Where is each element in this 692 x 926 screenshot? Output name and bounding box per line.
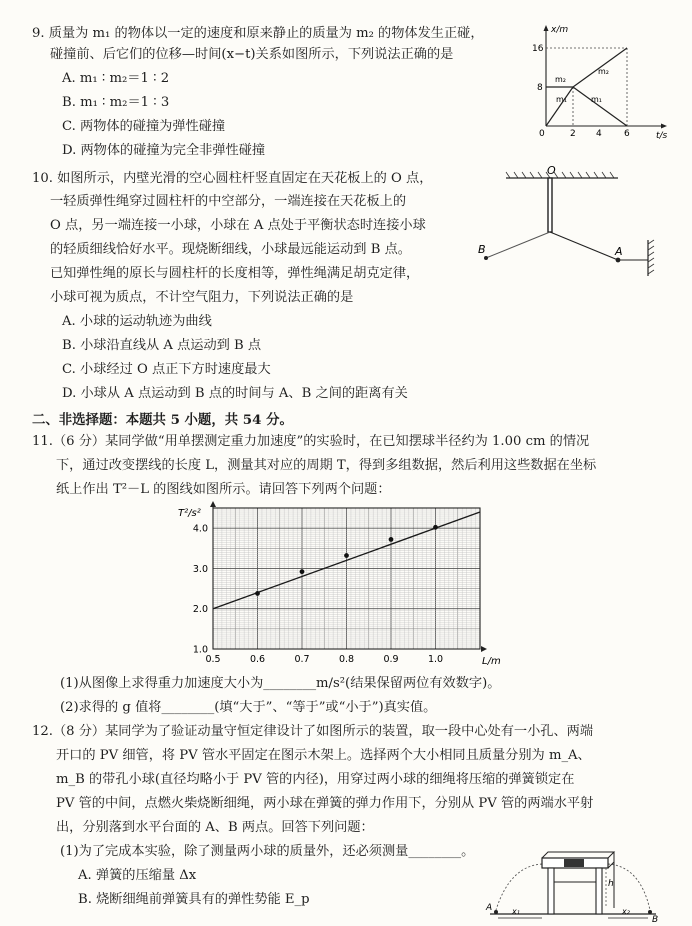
q9-option-a: A. m₁ ∶ m₂＝1 ∶ 2	[62, 71, 170, 86]
q12-stem-line-5: 出，分别落到水平台面的 A、B 两点。回答下列问题：	[56, 820, 374, 835]
q9-stem-line-2: 碰撞前、后它们的位移—时间(x−t)关系如图所示，下列说法正确的是	[50, 47, 454, 62]
q9-option-c: C. 两物体的碰撞为弹性碰撞	[62, 119, 226, 134]
q9-line-label-1: m₁	[556, 95, 567, 104]
q10-point-a: A	[615, 245, 623, 258]
q10-option-d: D. 小球从 A 点运动到 B 点的时间与 A、B 之间的距离有关	[62, 386, 408, 401]
q10-stem-line-4: 的轻质细线恰好水平。现烧断细线，小球最远能运动到 B 点。	[50, 242, 411, 257]
q12-subquestion-1: (1)为了完成本实验，除了测量两小球的质量外，还必须测量________。	[60, 844, 475, 859]
q9-x-axis-label: t/s	[656, 131, 668, 141]
y-tick-label: 3.0	[192, 563, 208, 575]
data-point	[255, 591, 260, 596]
q11-x-axis-label: L/m	[482, 656, 501, 667]
q10-elastic-rope-figure	[476, 164, 666, 284]
q11-stem-line-3: 纸上作出 T²－L 的图线如图所示。请回答下列两个问题：	[56, 482, 391, 497]
q9-x-tick-6: 6	[624, 129, 630, 139]
q11-stem-line-2: 下，通过改变摆线的长度 L，测量其对应的周期 T，得到多组数据，然后利用这些数据在坐标	[56, 458, 597, 473]
q9-y-axis-label: x/m	[551, 25, 569, 35]
q9-option-d: D. 两物体的碰撞为完全非弹性碰撞	[62, 143, 266, 158]
q12-distance-x1: x₁	[512, 907, 520, 916]
q10-point-o: O	[547, 164, 556, 177]
q9-option-b: B. m₁ ∶ m₂＝1 ∶ 3	[62, 95, 170, 110]
q12-stem-line-4: PV 管的中间，点燃火柴烧断细绳，两小球在弹簧的弹力作用下，分别从 PV 管的两端水平射	[56, 796, 594, 811]
q12-option-b: B. 烧断细绳前弹簧具有的弹性势能 E_p	[78, 892, 310, 907]
section-2-heading: 二、非选择题：本题共 5 小题，共 54 分。	[32, 412, 293, 428]
q9-stem-line-1: 9. 质量为 m₁ 的物体以一定的速度和原来静止的质量为 m₂ 的物体发生正碰，	[32, 26, 484, 41]
q10-stem-line-1: 10. 如图所示，内壁光滑的空心圆柱杆竖直固定在天花板上的 O 点，	[32, 171, 433, 186]
q12-point-a: A	[486, 903, 493, 913]
x-tick-label: 1.0	[427, 654, 444, 665]
q12-distance-x2: x₂	[622, 907, 630, 916]
q9-y-tick-8: 8	[537, 83, 543, 93]
q12-stem-line-2: 开口的 PV 细管，将 PV 管水平固定在图示木架上。选择两个大小相同且质量分别为 m_A、	[56, 748, 591, 763]
q11-t2-l-chart	[170, 502, 510, 672]
q9-x-tick-0: 0	[539, 129, 545, 139]
q9-xt-graph	[532, 24, 672, 144]
q10-option-a: A. 小球的运动轨迹为曲线	[62, 314, 212, 329]
x-axis-arrow	[481, 646, 487, 652]
q9-x-tick-4: 4	[596, 129, 602, 139]
q9-x-tick-2: 2	[570, 129, 576, 139]
q10-stem-line-5: 已知弹性绳的原长与圆柱杆的长度相等，弹性绳满足胡克定律，	[50, 266, 420, 281]
q10-option-c: C. 小球经过 O 点正下方时速度最大	[62, 362, 271, 377]
x-tick-label: 0.6	[249, 654, 266, 665]
data-point	[433, 525, 438, 530]
q10-stem-line-3: O 点，另一端连接一小球，小球在 A 点处于平衡状态时连接小球	[50, 218, 426, 233]
q9-line-label-3: m₁	[591, 95, 602, 104]
q12-stem-line-1: 12.（8 分）某同学为了验证动量守恒定律设计了如图所示的装置，取一段中心处有一小孔、两端	[32, 724, 594, 739]
q12-point-b: B	[652, 915, 659, 925]
y-axis-arrow	[210, 501, 216, 507]
q10-point-b: B	[478, 243, 486, 256]
y-tick-label: 2.0	[192, 604, 208, 616]
x-tick-label: 0.5	[205, 654, 221, 665]
q11-subquestion-1: (1)从图像上求得重力加速度大小为________m/s²(结果保留两位有效数字)。	[60, 676, 501, 691]
data-point	[344, 553, 349, 558]
q12-option-a: A. 弹簧的压缩量 Δx	[78, 868, 197, 883]
q12-stem-line-3: m_B 的带孔小球(直径均略小于 PV 管的内径)，用穿过两小球的细绳将压缩的弹簧锁定在	[56, 772, 575, 787]
x-tick-label: 0.8	[338, 654, 355, 665]
q9-y-tick-16: 16	[532, 44, 544, 54]
q9-line-label-4: m₂	[598, 67, 609, 76]
x-tick-label: 0.7	[294, 654, 310, 665]
q10-stem-line-6: 小球可视为质点，不计空气阻力，下列说法正确的是	[50, 290, 354, 305]
q10-option-b: B. 小球沿直线从 A 点运动到 B 点	[62, 338, 262, 353]
y-tick-label: 1.0	[192, 644, 208, 656]
q12-height-h: h	[608, 879, 614, 889]
q11-subquestion-2: (2)求得的 g 值将________(填“大于”、“等于”或“小于”)真实值。	[60, 700, 437, 715]
y-tick-label: 4.0	[192, 523, 208, 535]
q9-line-label-2: m₂	[555, 75, 566, 84]
q11-y-axis-label: T²/s²	[178, 508, 201, 519]
q11-stem-line-1: 11.（6 分）某同学做“用单摆测定重力加速度”的实验时，在已知摆球半径约为 1.00 cm 的情况	[32, 434, 590, 449]
x-tick-label: 0.9	[383, 654, 399, 665]
q12-pv-tube-apparatus	[486, 852, 660, 925]
q10-stem-line-2: 一轻质弹性绳穿过圆柱杆的中空部分，一端连接在天花板上的	[50, 194, 407, 209]
data-point	[300, 569, 305, 574]
data-point	[389, 537, 394, 542]
